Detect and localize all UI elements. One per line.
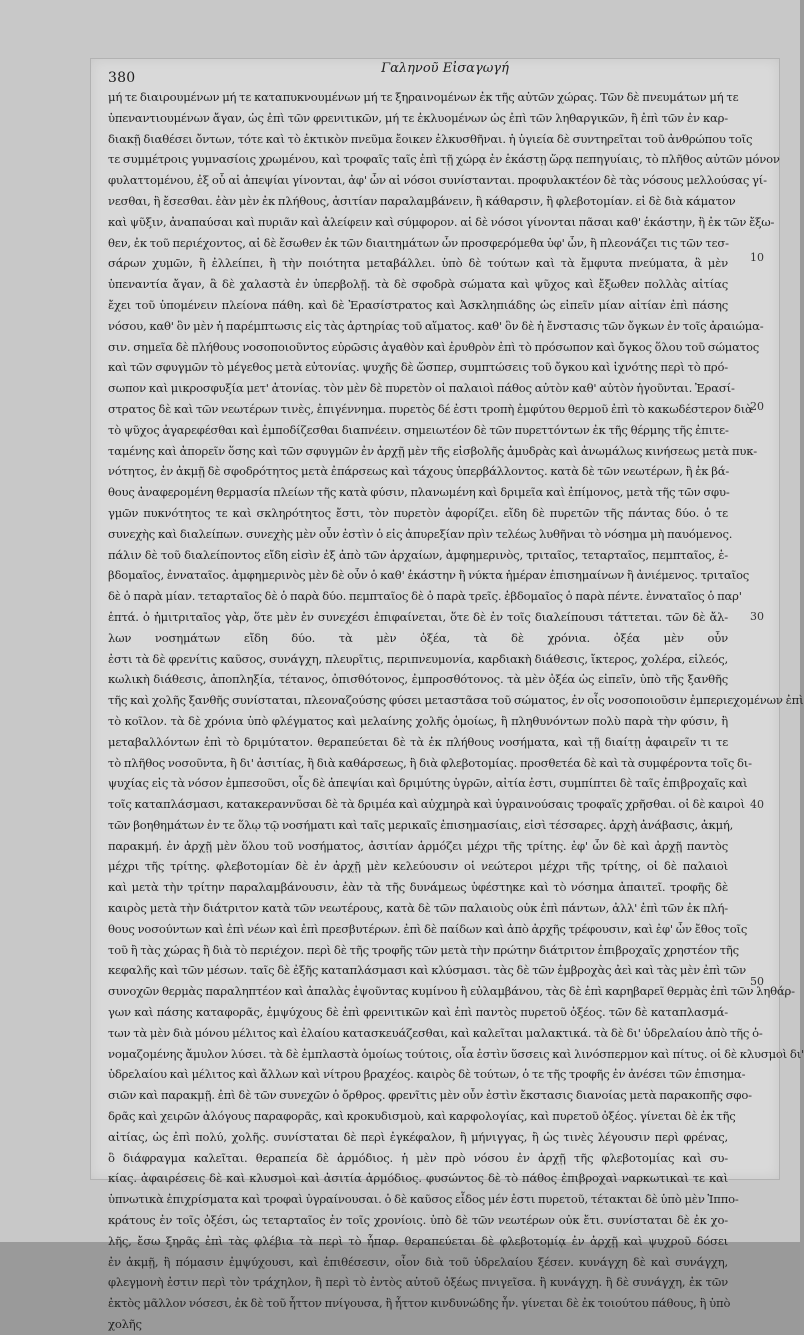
text-line: νεσθαι, ἢ ἔσεσθαι. ἐὰν μὲν ἐκ πλήθους, ἀσιτίαν παραλαμβάνειν, ἢ κάθαρσιν, ἢ φλεβοτομίαν. εἰ δὲ διὰ κάματον (108, 193, 736, 208)
running-head: Γαληνοῦ Εἰσαγωγή (381, 61, 509, 76)
text-line: καιρὸς μετὰ τὴν διάτριτον κατὰ τῶν νεωτέρους, κατὰ δὲ τῶν παλαιοὺς οὐκ ἐπὶ πάντων, ἀλλ' ἐπὶ τῶν ἐκ πλή- (108, 901, 728, 916)
text-line: σιῶν καὶ παρακμῇ. ἐπὶ δὲ τῶν συνεχῶν ὁ ὄρθρος. φρενῖτις μὲν οὖν ἐστὶν ἔκστασις διανοίας μετὰ παρακοπῆς σφο- (108, 1088, 752, 1103)
text-line: ταμένης καὶ ἀπορεῖν ὅσης καὶ τῶν σφυγμῶν ἐν ἀρχῇ μὲν τῆς εἰσβολῆς ἀμυδρὰς καὶ ἀνωμάλως κινήσεως μετὰ πυκ- (108, 443, 757, 458)
text-line: ψυχίας εἰς τὰ νόσον ἐμπεσοῦσι, οἷς δὲ ἀπεψίαι καὶ δριμύτης ὑγρῶν, αἰτία ἐστι, συμπίπτει δὲ ταῖς ἐπιβροχαῖς καὶ (108, 776, 748, 791)
line-number-40: 40 (750, 798, 764, 811)
text-line: τοῖς καταπλάσμασι, κατακεραννῦσαι δὲ τὰ δριμέα καὶ αὐχμηρὰ καὶ ὑγραινούσαις τροφαῖς χρῆσθαι. οἱ δὲ καιροὶ (108, 797, 745, 812)
text-line: ἐκτὸς μᾶλλον νόσεσι, ἐκ δὲ τοῦ ἦττον πνίγουσα, ἢ ἧττον κινδυνώδης ἦν. γίνεται δὲ ἐκ τοιούτου πάθους, ἢ ὑπὸ (108, 1296, 731, 1311)
text-line: παρακμή. ἐν ἀρχῇ μὲν ὅλου τοῦ νοσήματος, ἀσιτίαν ἁρμόζει μέχρι τῆς τρίτης. ἐφ' ὧν δὲ καὶ ἀρχῇ παντὸς (108, 838, 728, 853)
text-line: γων καὶ πάσης καταφορᾶς, ἐμψύχους δὲ ἐπὶ φρενιτικῶν καὶ ἐπὶ παντὸς πυρετοῦ ὀξέος. τῶν δὲ καταπλασμά- (108, 1005, 728, 1020)
text-line: τὸ ψῦχος ἀγαρεφέσθαι καὶ ἐμποδίζεσθαι διαπνέειν. σημειωτέον δὲ τῶν πυρεττόντων ἐκ τῆς θέρμης τῆς ἐπιτε- (108, 422, 729, 437)
text-line: νότητος, ἐν ἀκμῇ δὲ σφοδρότητος μετὰ ἐπάρσεως καὶ τάχους ὑπερβάλλοντος. κατὰ δὲ τῶν νεωτέρων, ἢ ἐκ βά- (108, 464, 730, 479)
text-line: τῆς καὶ χολῆς ξανθῆς συνίσταται, πλεοναζούσης φύσει μεταστᾶσα τοῦ σώματος, ἐν οἷς νοσοποιοῦσιν ἐμπεριεχομένων ἐπὶ (108, 693, 804, 708)
text-line: συνεχὴς καὶ διαλείπων. συνεχὴς μὲν οὖν ἐστὶν ὁ εἰς ἀπυρεξίαν πρὶν τελέως λυθῆναι τὸ νόσημα μὴ παυόμενος. (108, 526, 733, 541)
text-line: καὶ μετὰ τὴν τρίτην παραλαμβάνουσιν, ἐὰν τὰ τῆς δυνάμεως ὑφέστηκε καὶ τὸ νόσημα ἀπαιτεῖ. τροφῆς δὲ (108, 880, 728, 895)
text-line: ὑπεναντία ἄγαν, ἃ δὲ χαλαστὰ ἐν ὑπερβολῇ. τὰ δὲ σφοδρὰ σώματα καὶ ψῦχος καὶ ἔξωθεν πολλὰς αἰτίας (108, 277, 728, 292)
text-line: στρατος δὲ καὶ τῶν νεωτέρων τινὲς, ἐπιγέννημα. πυρετὸς δέ ἐστι τροπὴ ἐμφύτου θερμοῦ ἐπὶ τὸ κακωδέστερον διὰ (108, 401, 753, 416)
text-line: θεν, ἐκ τοῦ περιέχοντος, αἱ δὲ ἔσωθεν ἐκ τῶν διαιτημάτων ὧν προσφερόμεθα ὑφ' ὧν, ἢ πλεονάζει τις τῶν τεσ- (108, 235, 729, 250)
text-line: θους νοσούντων καὶ ἐπὶ νέων καὶ ἐπὶ πρεσβυτέρων. ἐπὶ δὲ παίδων καὶ ἀπὸ ἀρχῆς τρέφουσιν, καὶ ἐφ' ὧν ἔθος τοῖς (108, 921, 748, 936)
text-line: ὑπνωτικὰ ἐπιχρίσματα καὶ τροφαὶ ὑγραίνουσαι. ὁ δὲ καῦσος εἶδος μέν ἐστι πυρετοῦ, τέτακται δὲ ὑπὸ μὲν Ἱππο- (108, 1192, 739, 1207)
text-line: ὃ διάφραγμα καλεῖται. θεραπεία δὲ ἁρμόδιος. ἡ μὲν πρὸ νόσου ἐν ἀρχῇ τῆς φλεβοτομίας καὶ συ- (108, 1150, 728, 1165)
text-line: σωπον καὶ μικροσφυξία μετ' ἀτονίας. τὸν μὲν δὲ πυρετὸν οἱ παλαιοὶ πάθος αὐτὸν καθ' αὑτὸν ἡγοῦνται. Ἐρασί- (108, 381, 735, 396)
text-line: κράτους ἐν τοῖς ὀξέσι, ὡς τεταρταῖος ἐν τοῖς χρονίοις. ὑπὸ δὲ τῶν νεωτέρων οὐκ ἔτι. συνίσταται δὲ ἐκ χο- (108, 1213, 728, 1228)
text-line: ὑπεναντιουμένων ἄγαν, ὡς ἐπὶ τῶν φρενιτικῶν, μή τε ἐκλυομένων ὡς ἐπὶ τῶν ληθαργικῶν, ἢ ἐπὶ τῶν ἐν καρ- (108, 110, 728, 125)
text-line: λων νοσημάτων εἴδη δύο. τὰ μὲν ὀξέα, τὰ δὲ χρόνια. ὀξέα μὲν οὖν (108, 630, 728, 645)
text-line: φλεγμονὴ ἐστιν περὶ τὸν τράχηλον, ἢ περὶ τὸ ἐντὸς αὐτοῦ ὀξέως πνιγεῖσα. ἢ κυνάγχη. ἢ δὲ συνάγχη, ἐκ τῶν (108, 1275, 728, 1290)
text-line: χολῆς (108, 1317, 142, 1332)
text-line: τοῦ ἢ τὰς χώρας ἢ διὰ τὸ περιέχον. περὶ δὲ τῆς τροφῆς τῶν μετὰ τὴν πρώτην διάτριτον ἐπιβροχαῖς χρηστέον τῆς (108, 942, 739, 957)
line-number-20: 20 (750, 400, 764, 413)
text-line: νόσου, καθ' ὃν μὲν ἡ παρέμπτωσις εἰς τὰς ἀρτηρίας τοῦ αἵματος. καθ' ὃν δὲ ἡ ἔνστασις τῶν ὄγκων ἐν τοῖς ἀραιώμα- (108, 318, 764, 333)
text-line: διακῇ διαθέσει ὄντων, τότε καὶ τὸ ἐκτικὸν πνεῦμα ἔοικεν ἐλκυσθῆναι. ἡ ὑγιεία δὲ συντηρεῖται τοῦ ἀνθρώπου τοῖς (108, 131, 753, 146)
text-line: βδομαῖος, ἐνναταῖος. ἀμφημερινὸς μὲν δὲ οὖν ὁ καθ' ἑκάστην ἢ νύκτα ἡμέραν ἐπισημαίνων ἢ ἀνιέμενος. τριταῖος (108, 568, 750, 583)
text-line: νομαζομένης ἄμυλον λύσει. τὰ δὲ ἐμπλαστὰ ὁμοίως τούτοις, οἷα ἐστὶν ὕσσεις καὶ λινόσπερμον καὶ πίτυς. οἱ δὲ κλυσμοὶ δι' (108, 1046, 804, 1061)
text-line: γμῶν πυκνότητος τε καὶ σκληρότητος ἔστι, τὸν πυρετὸν ἀφορίζει. εἴδη δὲ πυρετῶν τῆς πάντας δύο. ὁ τε (108, 505, 728, 520)
line-number-10: 10 (750, 251, 764, 264)
text-line: δρᾶς καὶ χειρῶν ἀλόγους παραφορᾶς, καὶ κροκυδισμοὺ, καὶ καρφολογίας, καὶ πυρετοῦ ὀξέος. γίνεται δὲ ἐκ τῆς (108, 1109, 736, 1124)
line-number-50: 50 (750, 975, 764, 988)
text-line: κωλικὴ διάθεσις, ἀποπληξία, τέτανος, ὀπισθότονος, ἐμπροσθότονος. τὰ μὲν ὀξέα ὡς εἰπεῖν, ὑπὸ τῆς ξανθῆς (108, 672, 728, 687)
text-line: τὸ κοῖλον. τὰ δὲ χρόνια ὑπὸ φλέγματος καὶ μελαίνης χολῆς ὁμοίως, ἢ πληθυνόντων πολὺ παρὰ τὴν φύσιν, ἢ (108, 713, 728, 728)
text-line: ἐν ἀκμῇ, ἢ πόμασιν ἐμψύχουσι, καὶ ἐπιθέσεσιν, οἷον διὰ τοῦ ὑδρελαίου ξέσεν. κυνάγχη δὲ καὶ συνάγχη, (108, 1254, 728, 1269)
text-line: καὶ τῶν σφυγμῶν τὸ μέγεθος μετὰ εὐτονίας. ψυχῆς δὲ ὥσπερ, συμπτώσεις τοῦ ὄγκου καὶ ἰχνότης περὶ τὸ πρό- (108, 360, 728, 375)
text-line: κεφαλῆς καὶ τῶν μέσων. ταῖς δὲ ἐξῆς καταπλάσμασι καὶ κλύσμασι. τὰς δὲ τῶν ἐμβροχὰς ἀεὶ καὶ τὰς μὲν ἐπὶ τῶν (108, 963, 746, 978)
text-line: θους ἀναφερομένη θερμασία πλείων τῆς κατὰ φύσιν, πλανωμένη καὶ δριμεῖα καὶ ἐπίμονος, μετὰ τῆς τῶν σφυ- (108, 485, 730, 500)
text-line: των τὰ μὲν διὰ μόνου μέλιτος καὶ ἐλαίου κατασκευάζεσθαι, καὶ καλεῖται μαλακτικά. τὰ δὲ δι' ὑδρελαίου ἀπὸ τῆς ὁ- (108, 1025, 763, 1040)
line-number-30: 30 (750, 610, 764, 623)
text-line: μέχρι τῆς τρίτης. φλεβοτομίαν δὲ ἐν ἀρχῇ μὲν κελεύουσιν οἱ νεώτεροι μέχρι τῆς τρίτης, οἱ δὲ παλαιοὶ (108, 859, 728, 874)
text-line: αἰτίας, ὡς ἐπὶ πολύ, χολῆς. συνίσταται δὲ περὶ ἐγκέφαλον, ἢ μήνιγγας, ἢ ὡς τινὲς λέγουσιν περὶ φρένας, (108, 1129, 728, 1144)
text-line: πάλιν δὲ τοῦ διαλείποντος εἴδη εἰσὶν ἐξ ἀπὸ τῶν ἀρχαίων, ἀμφημερινὸς, τριταῖος, τεταρταῖος, πεμπταῖος, ἑ- (108, 547, 728, 562)
text-line: μεταβαλλόντων ἐπὶ τὸ δριμύτατον. θεραπεύεται δὲ τὰ ἐκ πλήθους νοσήματα, καὶ τῇ διαίτῃ ἀφαιρεῖν τι τε (108, 734, 728, 749)
text-line: λῆς, ἔσω ξηρᾶς ἐπὶ τὰς φλέβια τὰ περὶ τὸ ἧπαρ. θεραπεύεται δὲ φλεβοτομίᾳ ἐν ἀρχῇ καὶ ψυχροῦ δόσει (108, 1233, 728, 1248)
text-line: ἑπτά. ὁ ἡμιτριταῖος γὰρ, ὅτε μὲν ἐν συνεχέσι ἐπιφαίνεται, ὅτε δὲ ἐν τοῖς διαλείπουσι τάττεται. τῶν δὲ ἄλ- (108, 609, 728, 624)
page-number: 380 (108, 70, 136, 86)
text-line: τε συμμέτροις γυμνασίοις χρωμένου, καὶ τροφαῖς ταῖς ἐπὶ τῇ χώρᾳ ἐν ἑκάστῃ ὥρᾳ πεπηγυίαις, τὸ πλῆθος αὐτῶν μόνον (108, 152, 780, 167)
text-line: σιν. σημεῖα δὲ πλήθους νοσοποιοῦντος εὐρῶσις ἀγαθὸν καὶ ἐρυθρὸν ἐπὶ τὸ πρόσωπον καὶ ὄγκος ὅλου τοῦ σώματος (108, 339, 760, 354)
text-line: τῶν βοηθημάτων ἐν τε ὅλῳ τῷ νοσήματι καὶ ταῖς μερικαῖς ἐπισημασίαις, εἰσὶ τέσσαρες. ἀρχὴ ἀνάβασις, ἀκμή, (108, 817, 734, 832)
text-line: κίας. ἀφαιρέσεις δὲ καὶ κλυσμοὶ καὶ ἀσιτία ἁρμόδιος. φυσώντος δὲ τὸ πάθος ἐπιβροχαὶ ναρκωτικαὶ τε καὶ (108, 1171, 728, 1186)
text-line: μή τε διαιρουμένων μή τε καταπυκνουμένων μή τε ξηραινομένων ἐκ τῆς αὐτῶν χώρας. Τῶν δὲ πνευμάτων μή τε (108, 90, 739, 104)
text-line: ἐστι τὰ δὲ φρενίτις καῦσος, συνάγχη, πλευρῖτις, περιπνευμονία, καρδιακὴ διάθεσις, ἴκτερος, χολέρα, εἰλεός, (108, 651, 728, 666)
text-line: τὸ πλῆθος νοσοῦντα, ἢ δι' ἀσιτίας, ἢ διὰ καθάρσεως, ἢ διὰ φλεβοτομίας. προσθετέα δὲ καὶ τὰ συμφέροντα τοῖς δι- (108, 755, 752, 770)
text-line: δὲ ὁ παρὰ μίαν. τεταρταῖος δὲ ὁ παρὰ δύο. πεμπταῖος δὲ ὁ παρὰ τρεῖς. ἑβδομαῖος ὁ παρὰ πέντε. ἐνναταῖος ὁ παρ' (108, 589, 742, 604)
text-line: σάρων χυμῶν, ἢ ἐλλείπει, ἢ τὴν ποιότητα μεταβάλλει. ὑπὸ δὲ τούτων καὶ τὰ ἔμφυτα πνεύματα, ἃ μὲν (108, 256, 728, 271)
text-line: ἔχει τοῦ ὑπομένειν πλείονα πάθη. καὶ δὲ Ἐρασίστρατος καὶ Ἀσκληπιάδης ὡς εἰπεῖν μίαν αἰτίαν ἐπὶ πάσης (108, 297, 728, 312)
text-line: καὶ ψῦξιν, ἀναπαύσαι καὶ πυριᾶν καὶ ἀλείφειν καὶ σύμφορον. αἱ δὲ νόσοι γίνονται πᾶσαι καθ' ἑκάστην, ἢ ἐκ τῶν ἔξω- (108, 214, 775, 229)
text-line: συνοχῶν θερμὰς παραληπτέον καὶ ἀπαλὰς ἐψοῦντας κυμίνου ἢ εὐλαμβάνου, τὰς δὲ ἐπὶ καρηβαρεῖ θερμὰς ἐπὶ τῶν ληθάρ- (108, 984, 795, 999)
text-line: ὑδρελαίου καὶ μέλιτος καὶ ἄλλων καὶ νίτρου βραχέος. καιρὸς δὲ τούτων, ὁ τε τῆς τροφῆς ἐν ἀνέσει τῶν ἐπισημα- (108, 1067, 746, 1082)
text-line: φυλαττομένου, ἐξ οὗ αἱ ἀπεψίαι γίνονται, ἀφ' ὧν αἱ νόσοι συνίστανται. προφυλακτέον δὲ τὰς νόσους μελλούσας γί- (108, 173, 767, 188)
